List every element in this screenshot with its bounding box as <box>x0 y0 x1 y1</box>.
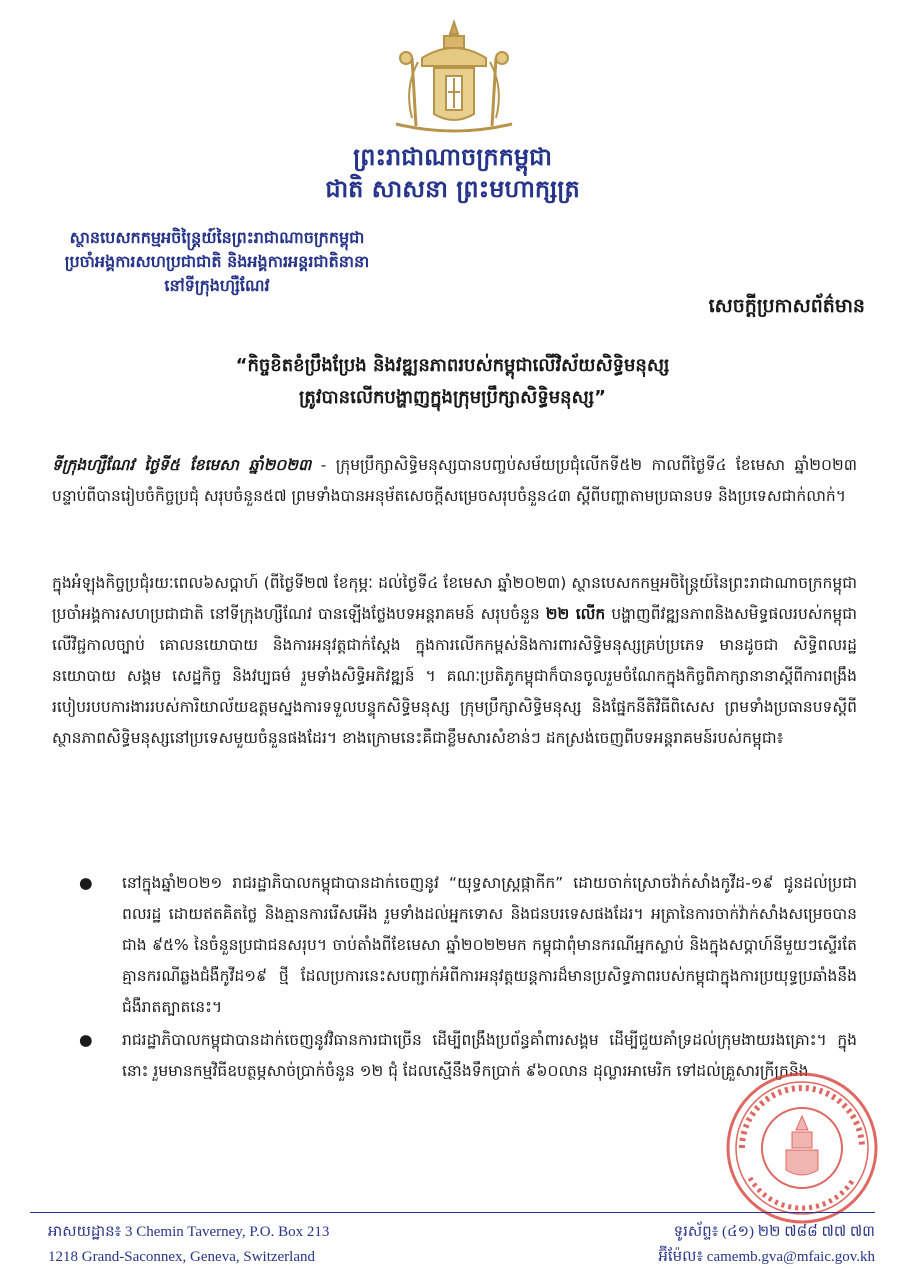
mission-line: ស្ថានបេសកកម្មអចិន្ត្រៃយ៍នៃព្រះរាជាណាចក្រកម្ពុជា <box>69 228 365 247</box>
headline-line: “កិច្ចខិតខំប្រឹងប្រែង និងវឌ្ឍនភាពរបស់កម្ពុជាលើវិស័យសិទ្ធិមនុស្ស <box>235 355 670 376</box>
list-item-text: នៅក្នុងឆ្នាំ២០២១ រាជរដ្ឋាភិបាលកម្ពុជាបានដាក់ចេញនូវ “យុទ្ធសាស្ត្រផ្កាកីក” ដោយចាក់ស្រោចវ៉ាក់សាំងកូវីដ-១៩ ជូនដល់ប្រជាពលរដ្ឋ ដោយឥតគិតថ្លៃ និងគ្មានការរើសអើង រួមទាំងដល់អ្នកទោស និងជនបរទេសផងដែរ។ អត្រានៃការចាក់វ៉ាក់សាំងសម្រេចបានជាង ៩៥% នៃចំនួនប្រជាជនសរុប។ ចាប់តាំងពីខែមេសា ឆ្នាំ២០២២មក កម្ពុជាពុំមានករណីអ្នកស្លាប់ និងក្នុងសប្ដាហ៍នីមួយៗស្ទើរតែគ្មានករណីឆ្លងជំងឺកូវីដ១៩ ថ្មី ដែលប្រការនេះសបញ្ជាក់អំពីការអនុវត្តយន្តការដ៏មានប្រសិទ្ធភាពរបស់កម្ពុជាក្នុងការប្រយុទ្ធប្រឆាំងនឹងជំងឺរាតត្បាតនេះ។ <box>122 874 857 1016</box>
footer-divider <box>30 1212 875 1213</box>
email-address: camemb.gva@mfaic.gov.kh <box>706 1249 875 1265</box>
mission-name <box>52 226 382 298</box>
mission-line: នៅទីក្រុងហ្សឺណែវ <box>164 276 270 295</box>
kingdom-title: ព្រះរាជាណាចក្រកម្ពុជា <box>353 143 552 171</box>
paragraph-text: ក្នុងអំឡុងកិច្ចប្រជុំរយៈពេល៦សប្ដាហ៍ (ពីថ្ងៃទី២៧ ខែកុម្ភៈ ដល់ថ្ងៃទី៤ ខែមេសា ឆ្នាំ២០២៣) ស្ថានបេសកកម្មអចិន្ត្រៃយ៍នៃព្រះរាជាណាចក្រកម្ពុជា ប្រចាំអង្គការសហប្រជាជាតិ នៅទីក្រុងហ្សឺណែវ បានឡើងថ្លែងបទអន្តរាគមន៍ សរុបចំនួន <box>52 574 857 623</box>
paragraph-intro <box>52 450 857 512</box>
bullet-icon: ● <box>79 1031 93 1049</box>
national-motto: ជាតិ សាសនា ព្រះមហាក្សត្រ <box>325 175 580 203</box>
footer-address <box>48 1220 468 1270</box>
mission-line: ប្រចាំអង្គការសហប្រជាជាតិ និងអង្គការអន្តរជាតិនានា <box>64 252 370 271</box>
royal-coat-of-arms-emblem <box>382 18 526 136</box>
paragraph-interventions <box>52 568 857 754</box>
list-item <box>79 868 857 1023</box>
footer-contacts <box>575 1220 875 1270</box>
bullet-icon: ● <box>79 874 93 892</box>
list-item-text: រាជរដ្ឋាភិបាលកម្ពុជាបានដាក់ចេញនូវវិធានការជាច្រើន ដើម្បីពង្រឹងប្រព័ន្ធគាំពារសង្គម ដើម្បីជួយគាំទ្រដល់ក្រុមងាយរងគ្រោះ។ ក្នុងនោះ រួមមានកម្មវិធីឧបត្ថម្ភសាច់ប្រាក់ចំនួន ១២ ជុំ ដែលស្មើនឹងទឹកប្រាក់ ៩៦០លាន ដុល្លារអាមេរិក ទៅដល់គ្រួសារក្រីក្រនិង <box>122 1031 857 1080</box>
phone-number: (៤១) ២២ ៧៨៨ ៧៧ ៧៣ <box>722 1224 875 1240</box>
official-seal-stamp <box>722 1068 882 1228</box>
address-line: 1218 Grand-Saconnex, Geneva, Switzerland <box>48 1249 315 1265</box>
address-line: 3 Chemin Taverney, P.O. Box 213 <box>125 1224 330 1240</box>
headline <box>60 350 845 414</box>
intervention-count: ២២ លើក <box>545 605 606 623</box>
dateline: ទីក្រុងហ្សឺណែវ ថ្ងៃទី៥ ខែមេសា ឆ្នាំ២០២៣ <box>52 456 312 474</box>
paragraph-text: បង្ហាញពីវឌ្ឍនភាពនិងសមិទ្ធផលរបស់កម្ពុជា លើវិជ្ជកាលច្បាប់ គោលនយោបាយ និងការអនុវត្តជាក់ស្ដែង ក្នុងការលើកកម្ពស់និងការពារសិទ្ធិមនុស្សគ្រប់ប្រភេទ មានដូចជា សិទ្ធិពលរដ្ឋ នយោបាយ សង្គម សេដ្ឋកិច្ច និងវប្បធម៌ រួមទាំងសិទ្ធិអភិវឌ្ឍន៍ ។ គណៈប្រតិភូកម្ពុជាក៏បានចូលរួមចំណែកក្នុងកិច្ចពិភាក្សានានាស្ដីពីការពង្រឹងរបៀបរបបការងាររបស់ការិយាល័យឧត្ដមស្នងការទទួលបន្ទុកសិទ្ធិមនុស្ស ក្រុមប្រឹក្សាសិទ្ធិមនុស្ស និងផ្នែកនីតិវិធីពិសេស ព្រមទាំងប្រធានបទស្ដីពីស្ថានភាពសិទ្ធិមនុស្សនៅប្រទេសមួយចំនួនផងដែរ។ ខាងក្រោមនេះគឺជាខ្លឹមសារសំខាន់ៗ ដកស្រង់ចេញពីបទអន្តរាគមន៍របស់កម្ពុជា៖ <box>52 605 858 747</box>
intro-text: - ក្រុមប្រឹក្សាសិទ្ធិមនុស្សបានបញ្ចប់សម័យប្រជុំលើកទី៥២ កាលពីថ្ងៃទី៤ ខែមេសា ឆ្នាំ២០២៣ បន្ទាប់ពីបានរៀបចំកិច្ចប្រជុំ សរុបចំនួន៥៧ ព្រមទាំងបានអនុម័តសេចក្ដីសម្រេចសរុបចំនួន៤៣ ស្ដីពីបញ្ហាតាមប្រធានបទ និងប្រទេសជាក់លាក់។ <box>52 456 857 505</box>
phone-label: ទូរស័ព្ទ៖ <box>673 1224 719 1240</box>
headline-line: ត្រូវបានលើកបង្ហាញក្នុងក្រុមប្រឹក្សាសិទ្ធិមនុស្ស” <box>299 387 606 408</box>
address-label: អាសយដ្ឋាន៖ <box>48 1224 122 1240</box>
email-label: អ៊ីម៉ែល៖ <box>658 1249 704 1265</box>
highlights-list <box>52 868 857 1089</box>
press-release-label: សេចក្ដីប្រកាសព័ត៌មាន <box>708 295 865 317</box>
